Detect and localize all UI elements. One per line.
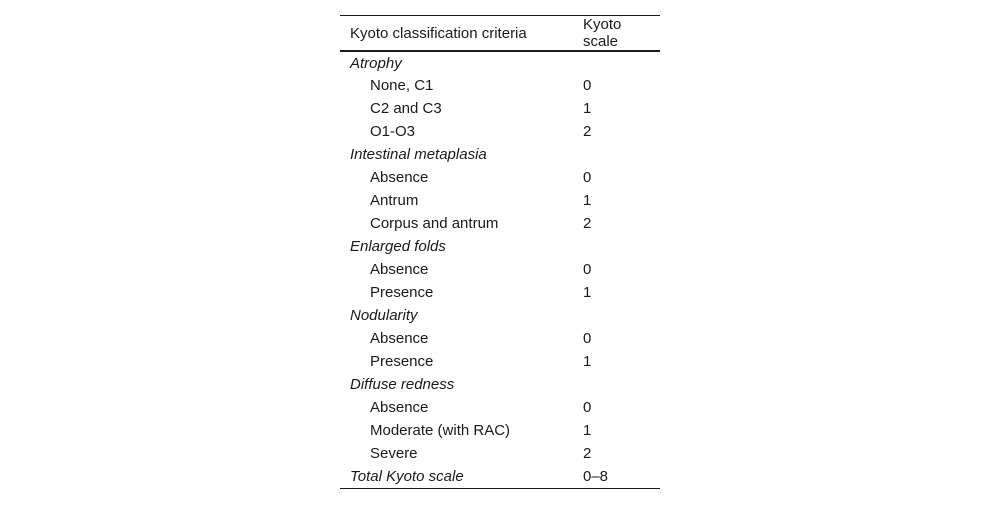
criterion-label: Presence (370, 284, 434, 301)
criterion-label: Absence (370, 399, 429, 416)
category-label: Enlarged folds (350, 238, 446, 255)
table-row (340, 327, 660, 350)
scale-value (583, 235, 660, 258)
criterion-label: Presence (370, 353, 434, 370)
category-row (340, 51, 660, 74)
table-row (340, 97, 660, 120)
scale-value (583, 304, 660, 327)
category-row (340, 143, 660, 166)
scale-value: 2 (583, 215, 592, 232)
table-row (340, 120, 660, 143)
criterion-label: Absence (370, 330, 429, 347)
category-label: Intestinal metaplasia (350, 146, 487, 163)
total-value: 0–8 (583, 467, 609, 485)
table-row (340, 396, 660, 419)
criterion-label: C2 and C3 (370, 100, 442, 117)
criterion-label: None, C1 (370, 77, 434, 94)
category-label: Nodularity (350, 307, 418, 324)
scale-value: 0 (583, 169, 592, 186)
criterion-label: Moderate (with RAC) (370, 422, 511, 439)
header-scale: Kyoto scale (583, 16, 660, 52)
scale-value: 1 (583, 284, 592, 301)
scale-value: 0 (583, 77, 592, 94)
scale-value: 1 (583, 422, 592, 439)
table-row (340, 419, 660, 442)
table-row (340, 350, 660, 373)
scale-value: 1 (583, 100, 592, 117)
table-row (340, 442, 660, 465)
table-row (340, 258, 660, 281)
criterion-label: Corpus and antrum (370, 215, 499, 232)
category-row (340, 304, 660, 327)
category-row (340, 235, 660, 258)
kyoto-classification-table (340, 15, 660, 489)
scale-value: 1 (583, 192, 592, 209)
criterion-label: Antrum (370, 192, 419, 209)
category-label: Atrophy (350, 54, 402, 72)
criterion-label: Absence (370, 261, 429, 278)
category-label: Diffuse redness (350, 376, 455, 393)
scale-value: 0 (583, 399, 592, 416)
table-row (340, 74, 660, 97)
header-row (340, 16, 660, 52)
table-body (340, 51, 660, 488)
total-row (340, 465, 660, 488)
scale-value: 0 (583, 330, 592, 347)
scale-value (583, 51, 660, 74)
category-row (340, 373, 660, 396)
scale-value (583, 143, 660, 166)
table-header (340, 16, 660, 52)
total-label: Total Kyoto scale (350, 467, 464, 485)
table-row (340, 212, 660, 235)
criterion-label: Severe (370, 445, 418, 462)
scale-value: 0 (583, 261, 592, 278)
scale-value (583, 373, 660, 396)
table-row (340, 281, 660, 304)
table-row (340, 189, 660, 212)
header-criteria: Kyoto classification criteria (340, 16, 583, 52)
scale-value: 2 (583, 123, 592, 140)
criterion-label: O1-O3 (370, 123, 416, 140)
scale-value: 2 (583, 445, 592, 462)
kyoto-table-container (340, 15, 660, 489)
scale-value: 1 (583, 353, 592, 370)
table-row (340, 166, 660, 189)
criterion-label: Absence (370, 169, 429, 186)
